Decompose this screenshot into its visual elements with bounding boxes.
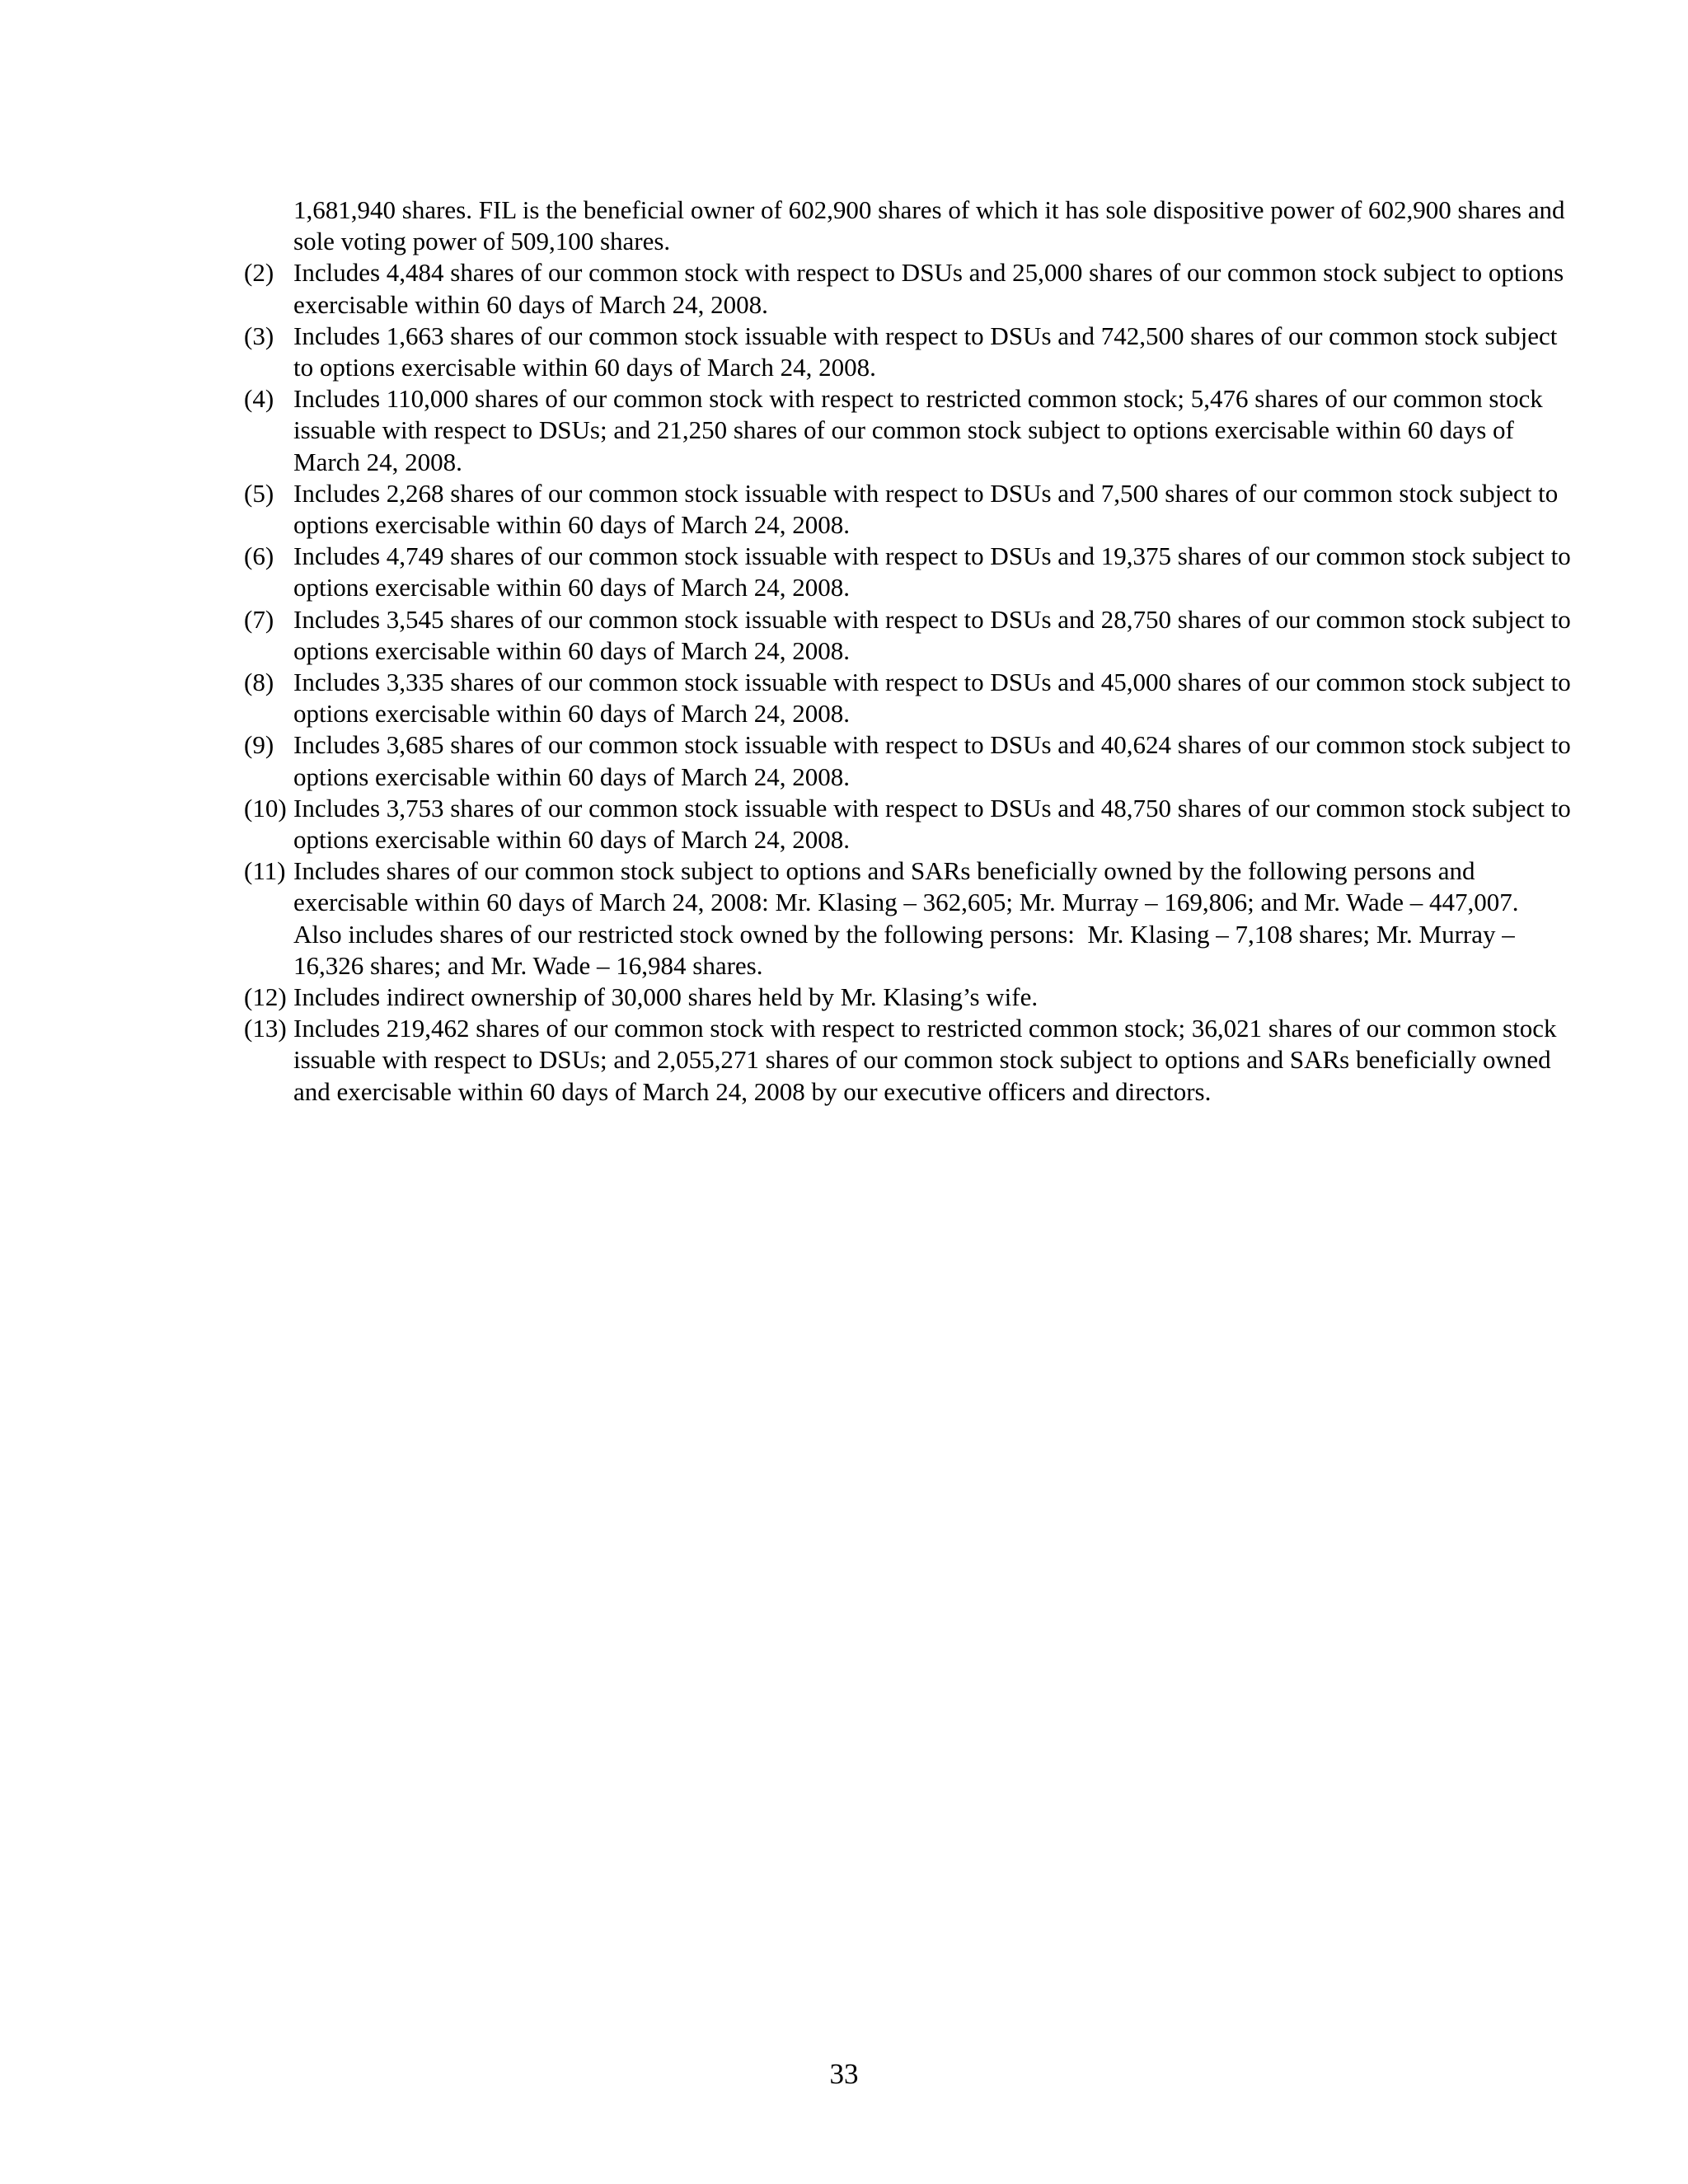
footnote-text: Includes 3,545 shares of our common stock issuable with respect to DSUs and 28,750 shares of our common stock subject to options exercisable within 60 days of March 24, 2008. <box>293 604 1578 665</box>
footnote-number: (3) <box>244 321 274 350</box>
footnote-2 <box>244 257 1571 320</box>
footnote-11 <box>244 855 1571 982</box>
footnote-text: Includes 4,749 shares of our common stock issuable with respect to DSUs and 19,375 shares of our common stock subject to options exercisable within 60 days of March 24, 2008. <box>293 541 1578 602</box>
footnote-number: (7) <box>244 604 274 634</box>
footnotes-section <box>244 194 1578 1108</box>
footnote-10 <box>244 793 1578 855</box>
page-number: 33 <box>829 2058 859 2090</box>
footnote-5 <box>244 478 1571 541</box>
footnote-number: (9) <box>244 730 274 760</box>
footnote-number: (8) <box>244 668 274 697</box>
footnote-13 <box>244 1013 1571 1108</box>
footnote-text: Includes 3,753 shares of our common stock issuable with respect to DSUs and 48,750 shares of our common stock subject to options exercisable within 60 days of March 24, 2008. <box>293 793 1578 855</box>
footnote-number: (13) <box>244 1014 287 1043</box>
footnote-number: (2) <box>244 258 274 288</box>
footnote-12 <box>244 982 1571 1013</box>
footnote-number: (11) <box>244 856 286 886</box>
footnote-number: (12) <box>244 982 287 1012</box>
footnote-text: Includes 110,000 shares of our common stock with respect to restricted common stock; 5,476 shares of our common stock issuable with respect to DSUs; and 21,250 shares of our common stock subject to options exercisable within 60 days of March 24, 2008. <box>293 384 1550 476</box>
footnote-6 <box>244 541 1578 603</box>
footnote-8 <box>244 667 1578 729</box>
footnote-number: (6) <box>244 541 274 571</box>
footnote-text: Includes 4,484 shares of our common stock with respect to DSUs and 25,000 shares of our common stock subject to options exercisable within 60 days of March 24, 2008. <box>293 258 1570 319</box>
footnote-number: (4) <box>244 384 274 414</box>
footnote-text: Includes indirect ownership of 30,000 shares held by Mr. Klasing’s wife. <box>293 982 1039 1012</box>
footnote-text: Includes 2,268 shares of our common stock issuable with respect to DSUs and 7,500 shares of our common stock subject to options exercisable within 60 days of March 24, 2008. <box>293 478 1564 540</box>
footnote-9 <box>244 729 1578 792</box>
footnote-text: Includes shares of our common stock subject to options and SARs beneficially owned by the following persons and exercisable within 60 days of March 24, 2008: Mr. Klasing – 362,605; Mr. Murray – 169,806; and Mr. Wade – 447,007. Also includes shares of our restricted stock owned by the following persons: Mr. Klasing – 7,108 shares; Mr. Murray – 16,326 shares; and Mr. Wade – 16,984 shares. <box>293 856 1531 980</box>
footnote-text: Includes 1,663 shares of our common stock issuable with respect to DSUs and 742,500 shares of our common stock subject to options exercisable within 60 days of March 24, 2008. <box>293 321 1564 382</box>
footnote-3 <box>244 321 1571 383</box>
footnote-7 <box>244 604 1578 667</box>
footnote-continuation: 1,681,940 shares. FIL is the beneficial owner of 602,900 shares of which it has sole dispositive power of 602,900 shares and sole voting power of 509,100 shares. <box>293 195 1565 256</box>
footnote-text: Includes 3,335 shares of our common stock issuable with respect to DSUs and 45,000 shares of our common stock subject to options exercisable within 60 days of March 24, 2008. <box>293 668 1578 729</box>
footnote-text: Includes 3,685 shares of our common stock issuable with respect to DSUs and 40,624 shares of our common stock subject to options exercisable within 60 days of March 24, 2008. <box>293 730 1578 791</box>
footnote-4 <box>244 383 1571 478</box>
footnote-number: (5) <box>244 478 274 508</box>
footnote-text: Includes 219,462 shares of our common stock with respect to restricted common stock; 36,021 shares of our common stock issuable with respect to DSUs; and 2,055,271 shares of our common stock subject to options and SARs beneficially owned and exercisable within 60 days of March 24, 2008 by our executive officers and directors. <box>293 1014 1564 1106</box>
footnote-number: (10) <box>244 793 287 823</box>
